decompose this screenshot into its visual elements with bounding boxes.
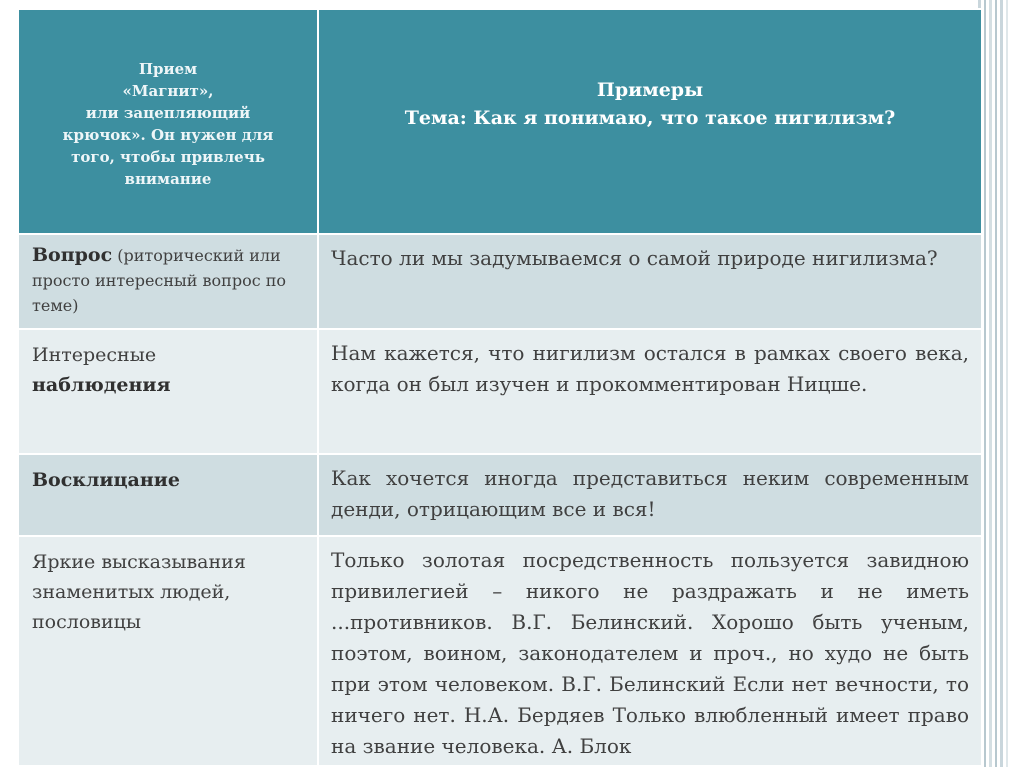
table-row [18, 329, 982, 454]
table-header-row [18, 9, 982, 234]
row-example-exclamation: Как хочется иногда представиться неким современным денди, отрицающим все и вся! [318, 454, 982, 536]
row-label-observations: Интересные наблюдения [18, 329, 318, 454]
row-label-quotes: Яркие высказывания знаменитых людей, пословицы [18, 536, 318, 766]
row-example-quotes: Только золотая посредственность пользуется завидною привилегией – никого не раздражать и не иметь ...противников. В.Г. Белинский. Хорошо быть ученым, поэтом, воином, законодателем и проч., но худо не быть при этом человеком. В.Г. Белинский Если нет вечности, то ничего нет. Н.А. Бердяев Только влюбленный имеет право на звание человека. А. Блок [318, 536, 982, 766]
decorative-side-stripes [978, 0, 1024, 767]
techniques-table [17, 8, 983, 767]
table-row [18, 536, 982, 766]
header-examples-cell [318, 9, 982, 234]
row-label-exclamation: Восклицание [18, 454, 318, 536]
examples-title: Примеры [596, 79, 704, 101]
row-label-question: Вопрос (риторический или просто интересный вопрос по теме) [18, 234, 318, 329]
header-technique-cell: Прием «Магнит», или зацепляющий крючок». Он нужен для того, чтобы привлечь внимание [18, 9, 318, 234]
topic-subtitle: Тема: Как я понимаю, что такое нигилизм? [404, 107, 896, 129]
table-row [18, 454, 982, 536]
row-example-observations: Нам кажется, что нигилизм остался в рамках своего века, когда он был изучен и прокомментирован Ницше. [318, 329, 982, 454]
row-example-question: Часто ли мы задумываемся о самой природе нигилизма? [318, 234, 982, 329]
table-row [18, 234, 982, 329]
